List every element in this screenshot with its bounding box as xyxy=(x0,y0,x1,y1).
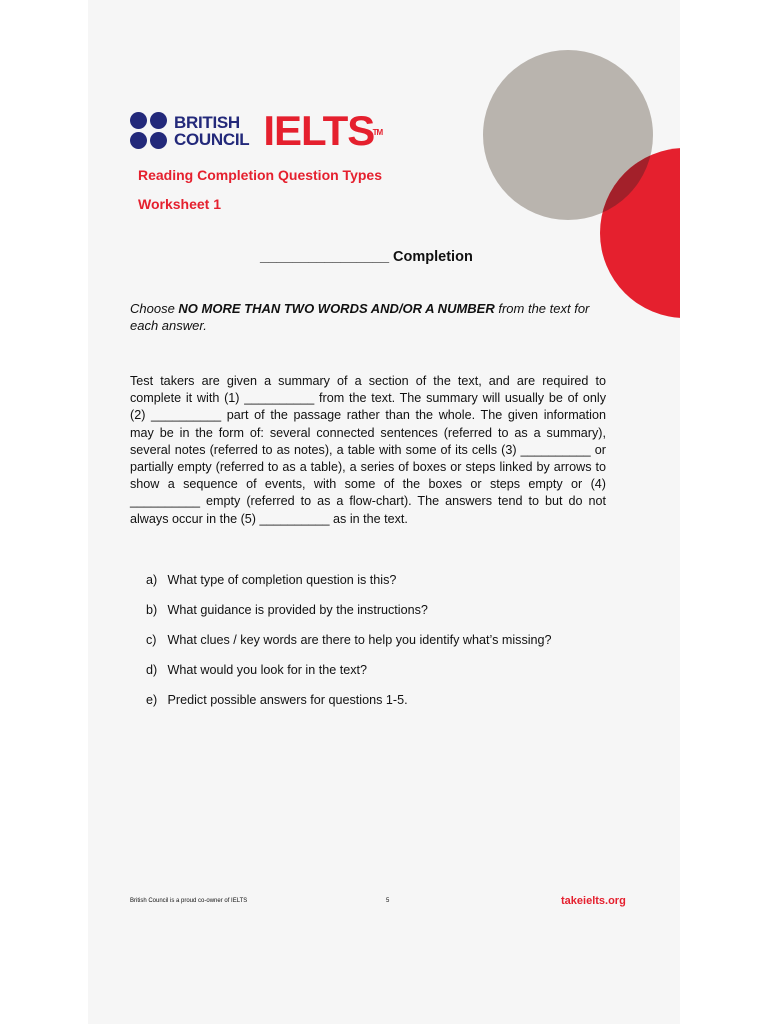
decorative-overlap xyxy=(483,50,653,220)
list-item: b) What guidance is provided by the instructions? xyxy=(146,603,428,617)
instructions: Choose NO MORE THAN TWO WORDS AND/OR A NUMBER from the text for each answer. xyxy=(130,301,590,333)
section-heading: ________________ Completion xyxy=(260,249,473,265)
list-item: e) Predict possible answers for questions 1-5. xyxy=(146,693,408,707)
british-council-dots-icon xyxy=(130,112,168,150)
ielts-wordmark: IELTS TM xyxy=(263,107,383,154)
british-council-wordmark: BRITISH COUNCIL xyxy=(174,113,250,149)
takeielts-link[interactable]: takeielts.org xyxy=(561,895,626,907)
list-item: d) What would you look for in the text? xyxy=(146,663,368,677)
footer-note: British Council is a proud co-owner of IELTS xyxy=(130,898,248,904)
page-number: 5 xyxy=(386,898,390,904)
summary-passage: Test takers are given a summary of a section of the text, and are required to complete it with (1) __________ from the text. The summary will usually be of only (2) __________ part of the passage rather than the whole. The given information may be in the form of: several connected sentences (referred to as a summary), several notes (referred to as notes), a table with some of its cells (3) __________ or partially empty (referred to as a table), a series of boxes or steps linked by arrows to show a sequence of events, with some of the boxes or steps empty or (4) __________ empty (referred to as a flow-chart). The answers tend to but do not always occur in the (5) __________ as in the text. xyxy=(130,374,606,526)
british-council-ielts-logo xyxy=(130,107,383,154)
question-list xyxy=(146,573,552,723)
list-item: a) What type of completion question is this? xyxy=(146,573,397,587)
worksheet-label: Worksheet 1 xyxy=(138,196,221,212)
page-title: Reading Completion Question Types xyxy=(138,167,382,183)
list-item: c) What clues / key words are there to help you identify what’s missing? xyxy=(146,633,552,647)
